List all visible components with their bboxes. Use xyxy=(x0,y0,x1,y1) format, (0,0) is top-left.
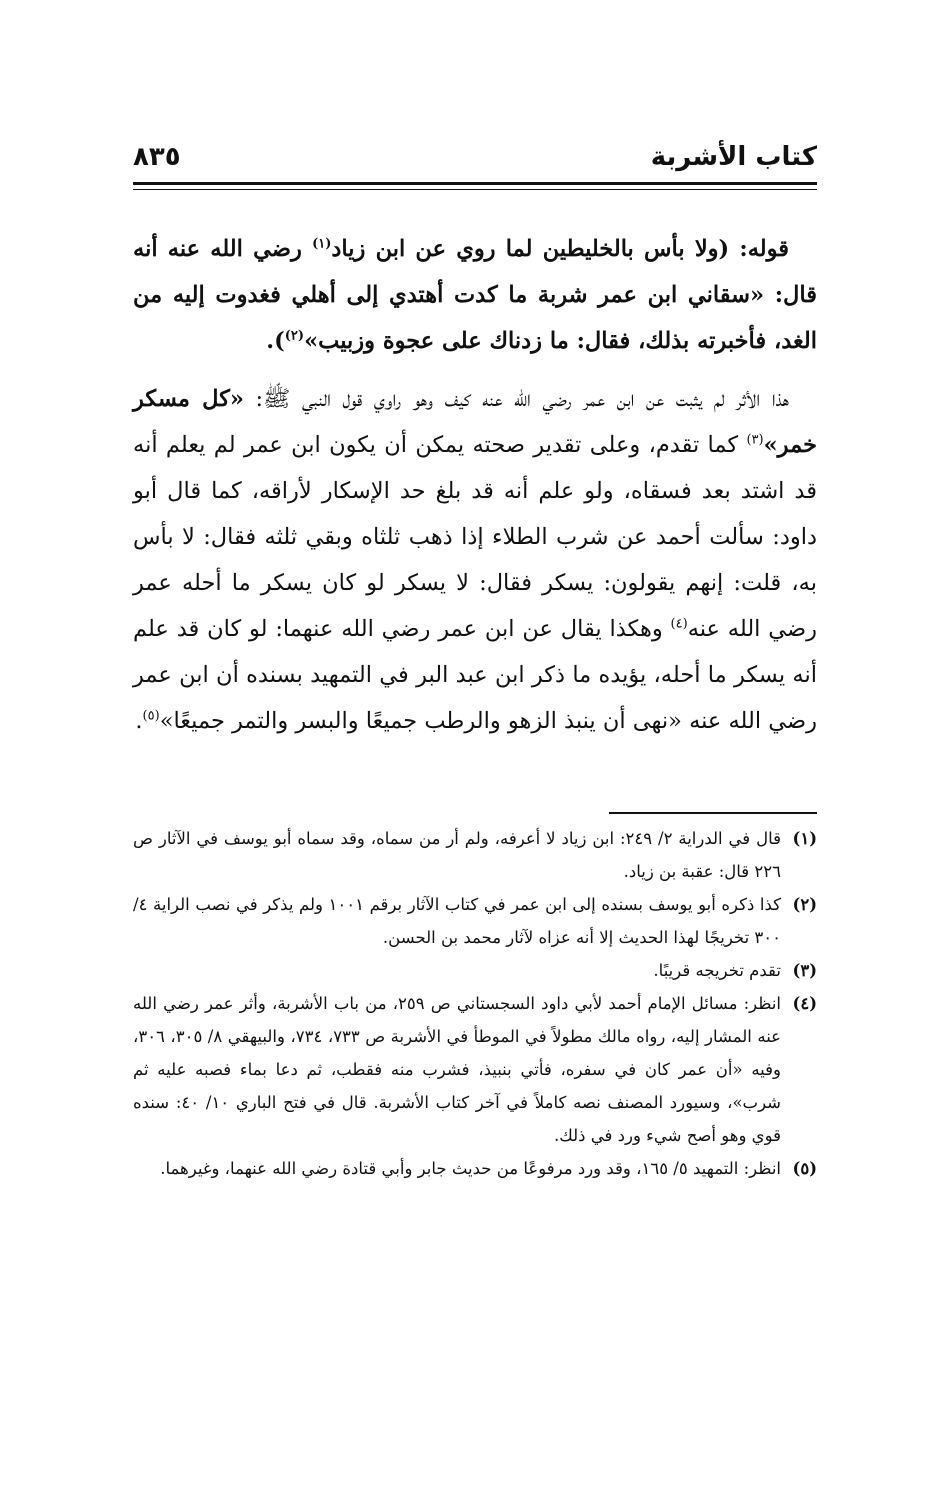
header-rule-thick xyxy=(133,182,817,185)
footnote-ref-1[interactable]: (١) xyxy=(312,236,332,252)
footnote-divider xyxy=(609,812,817,814)
quoted-statement xyxy=(133,226,817,364)
quote-opening: قوله: (ولا بأس بالخليطين لما روي عن ابن زياد xyxy=(331,236,789,262)
footnote-item xyxy=(133,1152,817,1185)
footnote-text: تقدم تخريجه قريبًا. xyxy=(653,961,781,980)
footnote-ref-4[interactable]: (٤) xyxy=(670,616,688,632)
quote-middle: رضي الله عنه أنه قال: «سقاني ابن عمر شربة ما كدت أهتدي إلى أهلي فغدوت إليه من الغد، فأخبرته بذلك، فقال: ما زدناك على عجوة وزبيب» xyxy=(133,236,817,354)
footnote-text: كذا ذكره أبو يوسف بسنده إلى ابن عمر في كتاب الآثار برقم ١٠٠١ ولم يذكر في نصب الراية ٤/ ٣٠٠ تخريجًا لهذا الحديث إلا أنه عزاه لآثار محمد بن الحسن. xyxy=(133,895,781,947)
commentary-part-2: كما تقدم، وعلى تقدير صحته يمكن أن يكون ابن عمر لم يعلم أنه قد اشتد بعد فسقاه، ولو علم أنه قد بلغ حد الإسكار لأراقه، كما قال أبو داود: سألت أحمد عن شرب الطلاء إذا ذهب ثلثاه وبقي ثلثه فقال: لا بأس به، قلت: إنهم يقولون: يسكر فقال: لا يسكر لو كان يسكر ما أحله عمر رضي الله عنه xyxy=(133,432,817,642)
footnote-ref-5[interactable]: (٥) xyxy=(142,708,160,724)
footnote-item xyxy=(133,822,817,888)
footnote-text: انظر: مسائل الإمام أحمد لأبي داود السجستاني ص ٢٥٩، من باب الأشربة، وأثر عمر رضي الله عنه المشار إليه، رواه مالك مطولاً في الموطأ في الأشربة ص ٧٣٣، ٧٣٤، والبيهقي ٨/ ٣٠٥، ٣٠٦، وفيه «أن عمر كان في سفره، فأتي بنبيذ، فشرب منه فقطب، ثم دعا بماء فصبه عليه ثم شرب»، وسيورد المصنف نصه كاملاً في آخر كتاب الأشربة. قال في فتح الباري ١٠/ ٤٠: سنده قوي وهو أصح شيء ورد في ذلك. xyxy=(133,994,782,1145)
page-header xyxy=(133,140,817,180)
footnote-text: انظر: التمهيد ٥/ ١٦٥، وقد ورد مرفوعًا من حديث جابر وأبي قتادة رضي الله عنهما، وغيرهما. xyxy=(160,1159,781,1178)
footnote-ref-2[interactable]: (٢) xyxy=(284,328,305,344)
footnote-number: (١) xyxy=(792,829,817,848)
footnote-number: (٥) xyxy=(792,1159,817,1178)
footnote-number: (٢) xyxy=(792,895,817,914)
main-text xyxy=(133,226,817,744)
commentary-part-3: وهكذا يقال عن ابن عمر رضي الله عنهما: لو كان قد علم أنه يسكر ما أحله، يؤيده ما ذكر ابن عبد البر في التمهيد بسنده أن ابن عمر رضي الله عنه «نهى أن ينبذ الزهو والرطب جميعًا والبسر والتمر جميعًا» xyxy=(133,616,817,734)
commentary-part-4: . xyxy=(135,708,143,734)
hadith-quote: «كل مسكر خمر» xyxy=(133,386,817,458)
commentary-part-1: هذا الأثر لم يثبت عن ابن عمر رضي الله عنه كيف وهو راوي قول النبي ﷺ: xyxy=(244,386,789,412)
footnote-item xyxy=(133,954,817,987)
footnote-number: (٤) xyxy=(792,994,817,1013)
quote-closing: ). xyxy=(266,328,285,354)
page-number: ٨٣٥ xyxy=(133,142,181,172)
footnote-text: قال في الدراية ٢/ ٢٤٩: ابن زياد لا أعرفه، ولم أر من سماه، وقد سماه أبو يوسف في الآثار ص ٢٢٦ قال: عقبة بن زياد. xyxy=(133,829,781,881)
header-rule-thin xyxy=(133,189,817,190)
footnote-number: (٣) xyxy=(792,961,817,980)
footnote-ref-3[interactable]: (٣) xyxy=(746,432,764,448)
footnote-item xyxy=(133,888,817,954)
footnotes xyxy=(133,822,817,1185)
book-title: كتاب الأشربة xyxy=(650,142,817,172)
footnote-item xyxy=(133,987,817,1152)
commentary-paragraph xyxy=(133,376,817,744)
